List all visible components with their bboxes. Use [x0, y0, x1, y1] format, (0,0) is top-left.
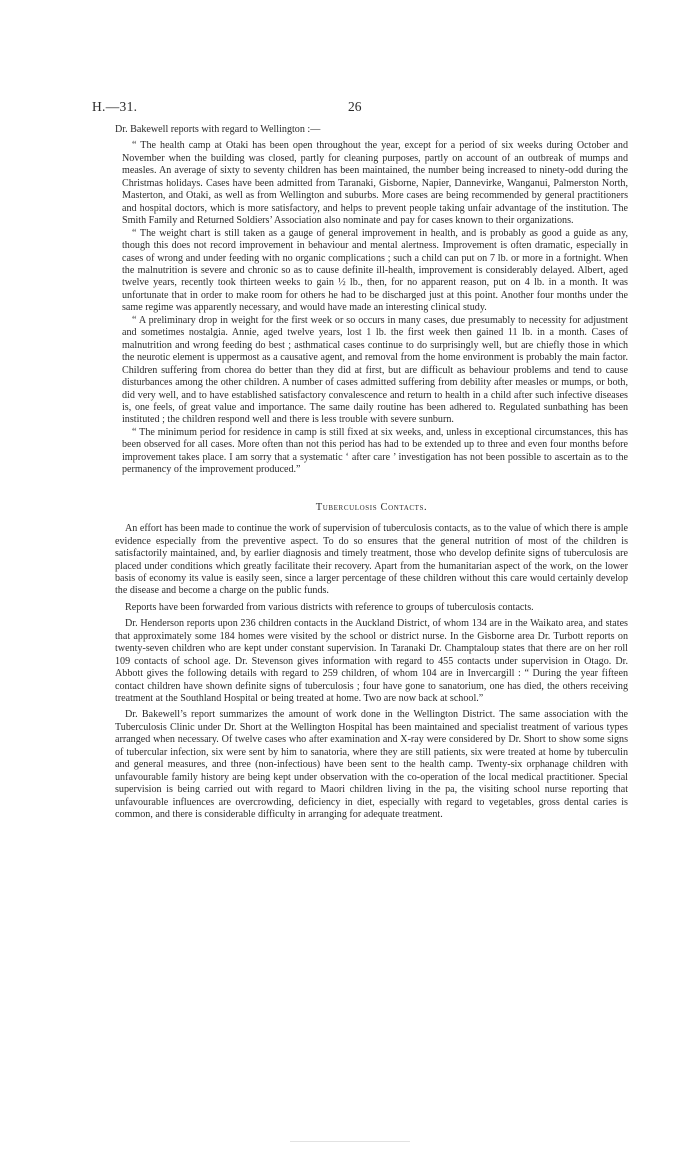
- wellington-report-quote: [115, 140, 628, 476]
- page-number: 26: [348, 99, 362, 114]
- quote-paragraph: “ The minimum period for residence in camp is still fixed at six weeks, and, unless in exceptional circumstances, this has been observed for all cases. More often than not this period has had to be extended up to three and even four months before improvement takes place. I am sorry that a systematic ‘ after care ’ investigation has not been possible to ascertain as to the permanency of the improvement produced.”: [122, 426, 628, 476]
- body-paragraph: Dr. Bakewell’s report summarizes the amount of work done in the Wellington District. The same association with the Tuberculosis Clinic under Dr. Short at the Wellington Hospital has been maintained and specialist treatment of various types arranged when necessary. Of twelve cases who after examination and X-ray were considered by Dr. Short to show some signs of tubercular infection, six were sent by him to sanatoria, where they are still patients, six were treated at home by tuberculin and general measures, and three (non-infectious) have been sent to the health camp. Twenty-six orphanage children with unfavourable family history are being kept under observation with the co-operation of the local medical practitioner. Special supervision is being carried out with regard to Maori children living in the pa, the visiting school nurse reporting that unfavourable influences are overcrowding, deficiency in diet, especially with regard to vegetables, gross dental caries is common, and there is considerable difficulty in arranging for adequate treatment.: [115, 709, 628, 821]
- report-intro: Dr. Bakewell reports with regard to Wellington :—: [115, 124, 321, 135]
- document-reference: H.—31.: [92, 99, 138, 114]
- body-paragraph: Reports have been forwarded from various districts with reference to groups of tuberculosis contacts.: [125, 601, 534, 613]
- quote-paragraph: “ The weight chart is still taken as a gauge of general improvement in health, and is probably as good a guide as any, though this does not record improvement in behaviour and mental alertness. Improvement is often dramatic, especially in cases of wrong and under feeding with no organic complications ; such a child can put on 7 lb. or more in a fortnight. When the malnutrition is severe and chronic so as to cause definite ill-health, improvement is considerably delayed. Albert, aged twelve years, recently took thirteen weeks to gain ½ lb., then, for no apparent reason, put on 4 lb. in a month. It was unfortunate that in order to make room for others he had to be discharged just at this point. Another four months under the same regime was apparently necessary, and would have made an interesting clinical study.: [122, 227, 628, 314]
- section-heading: Tuberculosis Contacts.: [315, 501, 428, 513]
- footer-rule: [290, 1141, 410, 1142]
- body-paragraph: Dr. Henderson reports upon 236 children contacts in the Auckland District, of whom 134 are in the Waikato area, and states that approximately some 184 homes were visited by the school or district nurse. In the Gisborne area Dr. Turbott reports on twenty-seven children who are kept under constant supervision. In Taranaki Dr. Champtaloup states that there are on her roll 109 contacts of school age. Dr. Stevenson gives information with regard to 455 contacts under supervision in Otago. Dr. Abbott gives the following details with regard to 259 children, of whom 104 are in Invercargill : “ During the year fifteen contact children have shown definite signs of tuberculosis ; four have gone to sanatorium, one has died, the others receiving treatment at the Southland Hospital or being treated at home. Two are now back at school.”: [115, 618, 628, 705]
- quote-paragraph: “ A preliminary drop in weight for the first week or so occurs in many cases, due presumably to necessity for adjustment and sometimes nostalgia. Annie, aged twelve years, lost 1 lb. the first week then gained 11 lb. in a month. Cases of malnutrition and wrong feeding do best ; asthmatical cases continue to do surprisingly well, but are chiefly those in which the neurotic element is uppermost as a causative agent, and removal from the home environment is probably the main factor. Children suffering from chorea do better than they did at first, but are difficult as behaviour problems and tend to cause disturbances among the other children. A number of cases admitted suffering from debility after measles or mumps, or both, did very well, and to have established satisfactory convalescence and return to health in a child after such infective diseases is, one feels, of great value and importance. The same daily routine has been adhered to. Regulated sunbathing has been instituted ; the children respond well and there is less trouble with severe sunburn.: [122, 314, 628, 426]
- page-body: [115, 124, 628, 826]
- quote-paragraph: “ The health camp at Otaki has been open throughout the year, except for a period of six weeks during October and November when the building was closed, partly for cleaning purposes, partly on account of an outbreak of mumps and measles. An average of sixty to seventy children has been maintained, the number being increased to ninety-odd during the Christmas holidays. Cases have been admitted from Taranaki, Gisborne, Napier, Dannevirke, Wanganui, Palmerston North, Masterton, and Otaki, as well as from Wellington and suburbs. More cases are being recommended by general practitioners and hospital doctors, which is more satisfactory, and helps to prevent people taking unfair advantage of the institution. The Smith Family and Returned Soldiers’ Association also nominate and pay for cases known to their organizations.: [122, 140, 628, 227]
- tuberculosis-contacts-section: [115, 523, 628, 821]
- page-header: [92, 99, 632, 119]
- body-paragraph: An effort has been made to continue the work of supervision of tuberculosis contacts, as to the value of which there is ample evidence especially from the preventive aspect. To do so ensures that the general nutrition of most of the children is satisfactorily maintained, and, by earlier diagnosis and timely treatment, those who develop definite signs of tuberculosis are placed under conditions which greatly facilitate their recovery. Apart from the humanitarian aspect of the work, on the lower basis of economy its value is easily seen, since a larger percentage of these children without this care would certainly develop the disease and become a charge on the public funds.: [115, 523, 628, 597]
